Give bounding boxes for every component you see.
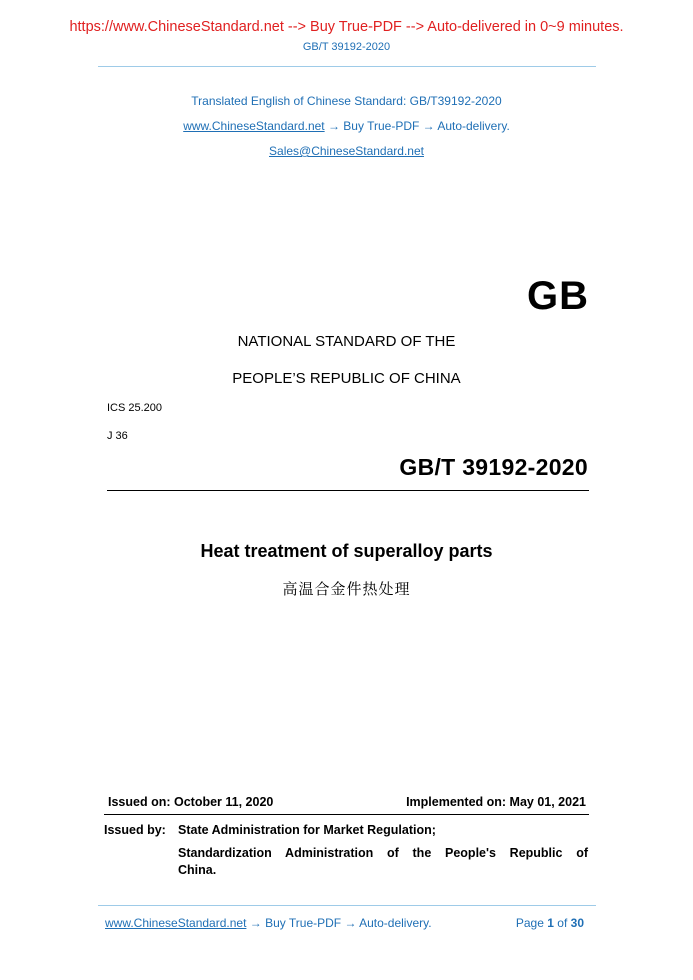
footer-divider (98, 905, 596, 906)
standard-number: GB/T 39192-2020 (399, 454, 588, 480)
page-indicator (516, 916, 584, 930)
ccs-code: J 36 (107, 430, 128, 442)
issuer-samr: State Administration for Market Regulation; (178, 823, 436, 837)
national-standard-line1: NATIONAL STANDARD OF THE (237, 333, 456, 350)
sales-email-link[interactable]: Sales@ChineseStandard.net (269, 144, 424, 158)
footer-delivery-text: → Buy True-PDF → Auto-delivery. (246, 916, 432, 930)
site-link[interactable]: www.ChineseStandard.net (183, 119, 325, 133)
page-total: 30 (570, 916, 584, 930)
page-label: Page (515, 916, 544, 930)
document-title-en: Heat treatment of superalloy parts (200, 541, 493, 561)
header-standard-code: GB/T 39192-2020 (302, 41, 391, 53)
delivery-notice-text: → Buy True-PDF → Auto-delivery. (324, 119, 510, 133)
dates-divider (104, 814, 589, 815)
header-divider (98, 66, 596, 67)
page-current: 1 (547, 916, 554, 930)
translation-notice: Translated English of Chinese Standard: GB/T39192-2020 (191, 94, 502, 108)
footer-site-link[interactable]: www.ChineseStandard.net (105, 916, 247, 930)
purchase-banner: https://www.ChineseStandard.net --> Buy True-PDF --> Auto-delivered in 0~9 minutes. (69, 19, 624, 35)
delivery-notice (0, 119, 693, 133)
page-of: of (557, 916, 568, 930)
gb-logo-mark: GB (527, 274, 589, 318)
issuer-sac-line1: Standardization Administration of the People's Republic of (178, 846, 588, 860)
sales-email-line (0, 144, 693, 158)
title-divider (107, 490, 589, 491)
ics-code: ICS 25.200 (107, 402, 163, 414)
footer-delivery-notice (105, 916, 432, 930)
national-standard-line2: PEOPLE’S REPUBLIC OF CHINA (232, 370, 461, 387)
document-title-cn: 高温合金件热处理 (282, 580, 411, 598)
issued-by-label: Issued by: (104, 823, 166, 837)
issued-on-date: Issued on: October 11, 2020 (108, 795, 274, 809)
issuer-sac-line2: China. (178, 863, 217, 877)
implemented-on-date: Implemented on: May 01, 2021 (406, 795, 586, 809)
